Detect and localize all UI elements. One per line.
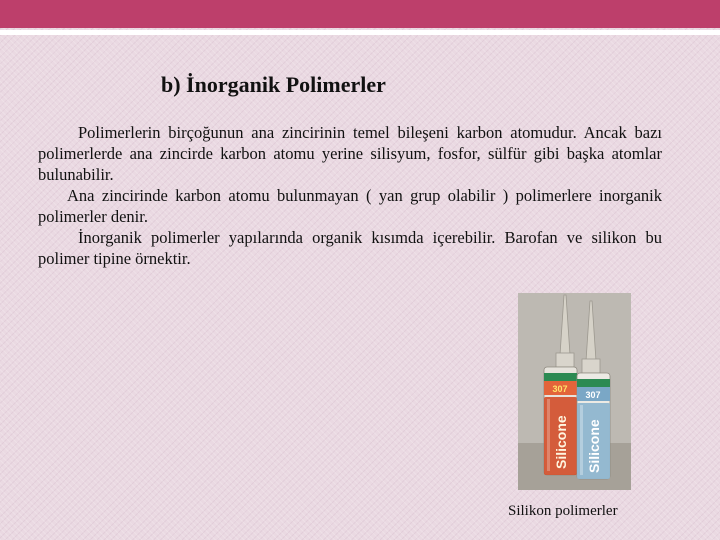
- silicone-tubes-photo: [518, 293, 631, 490]
- right-tube-number: 307: [585, 390, 601, 400]
- body-text: [38, 122, 662, 269]
- slide-title: b) İnorganik Polimerler: [161, 72, 386, 97]
- right-tube-label: Silicone: [586, 419, 602, 473]
- silicone-tubes-illustration: [518, 293, 631, 490]
- paragraph-3: İnorganik polimerler yapılarında organik kısımda içerebilir. Barofan ve silikon bu polimer tipine örnektir.: [38, 228, 662, 268]
- paragraph-2: Ana zincirinde karbon atomu bulunmayan ( yan grup olabilir ) polimerlere inorganik polimerler denir.: [38, 186, 662, 226]
- image-caption: Silikon polimerler: [508, 503, 618, 519]
- top-accent-band: [0, 0, 720, 28]
- paragraph-1: Polimerlerin birçoğunun ana zincirinin temel bileşeni karbon atomudur. Ancak bazı polimerlerde ana zincirde karbon atomu yerine silisyum, fosfor, sülfür gibi başka atomlar bulunabilir.: [38, 123, 662, 184]
- left-tube-number: 307: [552, 384, 568, 394]
- top-divider: [0, 30, 720, 35]
- left-tube-label: Silicone: [553, 415, 569, 469]
